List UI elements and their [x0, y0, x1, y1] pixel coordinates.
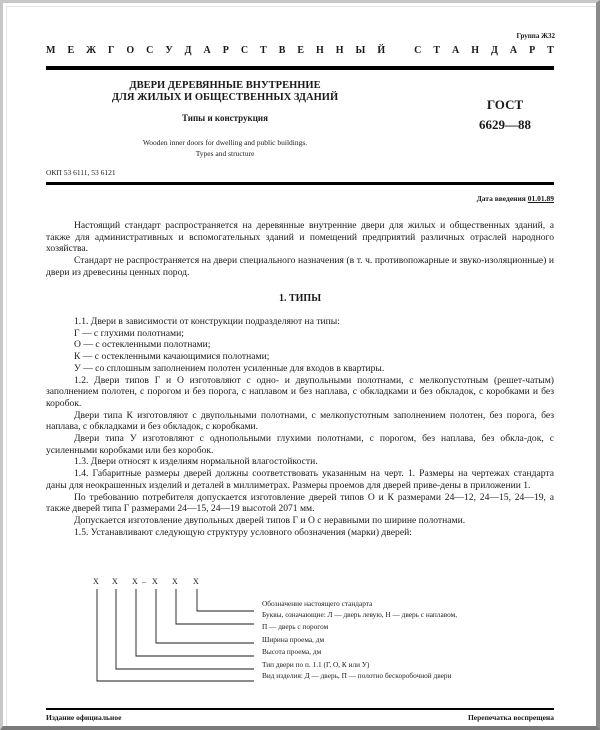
- clause-1-4: 1.4. Габаритные размеры дверей должны соответствовать указанным на черт. 1. Размеры на чертежах стандарта даны для неокрашенных изделий и деталей в миллиметрах. Размеры проемов для дверей приве-дены в приложении 1.: [46, 468, 554, 491]
- interstate-letter: Т: [433, 45, 440, 56]
- clause-1-3: 1.3. Двери относят к изделиям нормальной влагостойкости.: [74, 456, 318, 468]
- section-heading-types: 1. ТИПЫ: [278, 293, 322, 304]
- interstate-letter: Г: [107, 45, 115, 56]
- document-subtitle: Типы и конструкция: [182, 113, 268, 123]
- header-rule: [46, 182, 554, 185]
- clause-1-1: 1.1. Двери в зависимости от конструкции подразделяют на типы:: [74, 316, 340, 327]
- footer-rule: [46, 708, 554, 710]
- official-edition-note: Издание официальное: [46, 713, 122, 722]
- interstate-letter: Н: [335, 45, 344, 56]
- mark-height: Х: [132, 577, 138, 586]
- intro-section: [46, 220, 554, 279]
- interstate-letter: Т: [260, 45, 267, 56]
- interstate-letter: Р: [222, 45, 229, 56]
- intro-paragraph-1: Настоящий стандарт распространяется на деревянные внутренние двери для жилых и общественных зданий, а также для административных и вспомогательных зданий и помещений предприятий различных отраслей народного хозяйства.: [46, 220, 554, 255]
- interstate-letter: Й: [377, 45, 386, 56]
- english-title: [80, 137, 370, 159]
- section-types-body: [46, 316, 554, 538]
- top-rule: [46, 66, 554, 70]
- title-line-1: ДВЕРИ ДЕРЕВЯННЫЕ ВНУТРЕННИЕ: [129, 80, 321, 91]
- legend-standard: Обозначение настоящего стандарта: [262, 599, 373, 608]
- english-title-line-2: Types and structure: [195, 149, 255, 158]
- legend-product-kind: Вид изделия: Д — дверь, П — полотно бескоробочной двери: [262, 671, 452, 681]
- gost-number-block: [455, 95, 555, 135]
- interstate-letter: [397, 45, 402, 56]
- interstate-letter: Н: [316, 45, 324, 56]
- reprint-prohibited-note: Перепечатка воспрещена: [467, 713, 554, 722]
- leader-width: [156, 589, 254, 643]
- interstate-letter: Р: [529, 45, 536, 56]
- interstate-letter: Ы: [355, 45, 366, 56]
- interstate-letter: Е: [67, 45, 75, 56]
- leader-door-type: [116, 589, 254, 669]
- legend-height: Высота проема, дм: [262, 646, 322, 656]
- leader-standard: [197, 589, 254, 611]
- interstate-letter: С: [146, 45, 154, 56]
- legend-letters: Буквы, означающие: Л — дверь левую, Н — дверь с наплавом,: [262, 610, 458, 620]
- interstate-letter: А: [509, 45, 518, 56]
- clause-1-4-unequal: Допускается изготовление двупольных дверей типов Г и О с неравными по ширине полотнами.: [74, 514, 466, 526]
- gost-number: 6629—88: [479, 117, 531, 132]
- effective-date-label: Дата введения: [476, 194, 526, 203]
- interstate-letter: Т: [547, 45, 554, 56]
- group-code: Группа Ж32: [516, 32, 555, 40]
- leader-height: [136, 589, 254, 656]
- english-title-line-1: Wooden inner doors for dwelling and public buildings.: [142, 138, 308, 147]
- type-o: О — с остекленными полотнами;: [74, 339, 211, 351]
- okp-code: ОКП 53 6111, 53 6121: [46, 168, 116, 177]
- designation-legend: [262, 598, 457, 682]
- mark-letters: Х: [172, 577, 178, 586]
- interstate-letter: С: [414, 45, 422, 56]
- designation-structure-diagram: [80, 570, 280, 690]
- interstate-letter: А: [451, 45, 460, 56]
- interstate-letter: Д: [490, 45, 498, 56]
- interstate-letter: А: [203, 45, 211, 56]
- mark-standard: Х: [193, 577, 199, 586]
- legend-width: Ширина проема, дм: [262, 635, 325, 645]
- intro-paragraph-2: Стандарт не распространяется на двери специального назначения (в т. ч. противопожарные и звуко-изоляционные) и двери из древесины ценных пород.: [46, 255, 554, 278]
- gost-label: ГОСТ: [486, 97, 524, 112]
- interstate-letter: У: [165, 45, 173, 56]
- interstate-letter: Н: [471, 45, 479, 56]
- leader-letters: [176, 589, 254, 624]
- interstate-letter: Ж: [86, 45, 96, 56]
- clause-1-2-type-u: Двери типа У изготовляют с однопольными глухими полотнами, с порогом, без наплава, без обкла-док, с усиленными коробками или без коробок.: [46, 433, 554, 456]
- leader-product-kind: [97, 589, 254, 681]
- mark-product-kind: Х: [93, 577, 99, 586]
- effective-date: [477, 194, 554, 203]
- mark-width: Х: [152, 577, 158, 586]
- clause-1-4-sizes: По требованию потребителя допускается изготовление дверей типов О и К размерами 24—12, 24—15, 24—19, а также дверей типа Г размерами 24—15, 24—19 высотой 2071 мм.: [46, 491, 554, 515]
- mark-door-type: Х: [112, 577, 118, 586]
- interstate-standard-heading: [46, 45, 554, 56]
- interstate-letter: Е: [297, 45, 305, 56]
- interstate-letter: С: [240, 45, 249, 56]
- clause-1-2: 1.2. Двери типов Г и О изготовляют с одно- и двупольными полотнами, с мелкопустотным (решет-чатым) заполнением полотен, с порогом и без порога, с наплавом и без наплава, с обкладками и без обкладок, с коробками и без коробок.: [46, 374, 554, 409]
- legend-door-type: Тип двери по п. 1.1 (Г, О, К или У): [262, 660, 370, 670]
- effective-date-value: 01.01.89: [527, 194, 554, 203]
- legend-letters-cont: П — дверь с порогом: [262, 621, 329, 631]
- interstate-letter: О: [126, 45, 135, 56]
- type-g: Г — с глухими полотнами;: [74, 327, 184, 339]
- type-k: К — с остекленными качающимися полотнами;: [74, 351, 270, 363]
- document-title: [80, 80, 370, 104]
- interstate-letter: Д: [184, 45, 192, 56]
- title-line-2: ДЛЯ ЖИЛЫХ И ОБЩЕСТВЕННЫХ ЗДАНИЙ: [111, 92, 339, 103]
- interstate-letter: В: [278, 45, 286, 56]
- mark-dash: –: [142, 577, 146, 586]
- interstate-letter: М: [46, 45, 56, 56]
- clause-1-5: 1.5. Устанавливают следующую структуру условного обозначения (марки) дверей:: [74, 526, 412, 538]
- clause-1-2-type-k: Двери типа К изготовляют с двупольными полотнами, с мелкопустотным заполнением полотен, без порога, без наплава, с обкладками и без обкладок, с коробками.: [46, 409, 554, 433]
- type-u: У — со сплошным заполнением полотен усиленные для входов в квартиры.: [74, 362, 385, 374]
